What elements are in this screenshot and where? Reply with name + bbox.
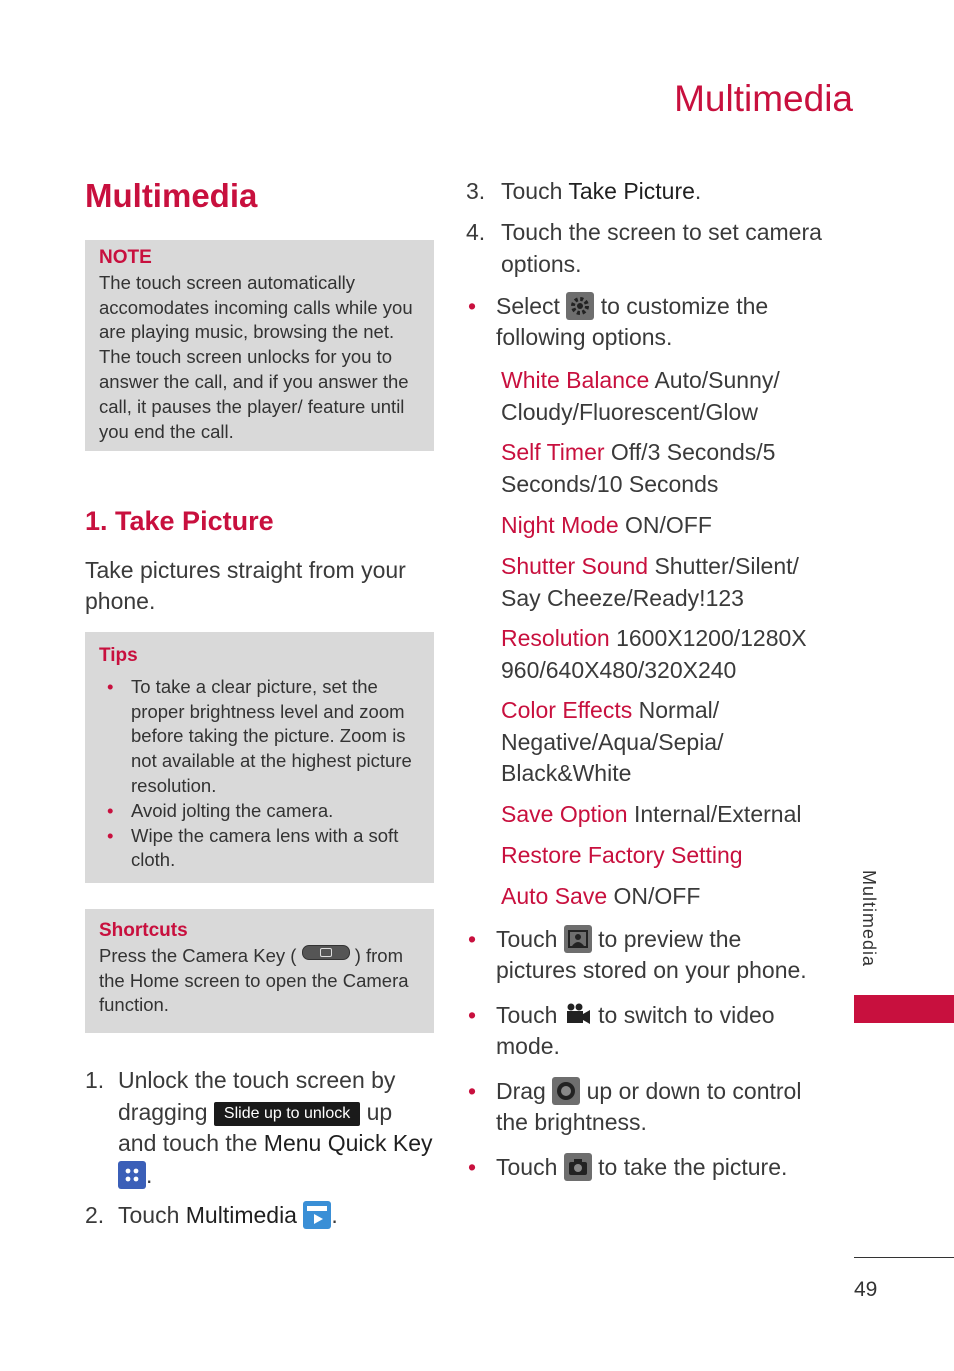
camera-icon (564, 1153, 592, 1181)
bullet-text: Select (496, 293, 560, 319)
video-camera-icon (564, 1001, 592, 1029)
shortcuts-text-b: ) from the Home screen to open the Camera function. (99, 944, 409, 1016)
bullet-text: Touch (496, 926, 558, 952)
option-value: Internal/External (633, 801, 802, 827)
step-number: 2. (85, 1202, 105, 1228)
side-tab-marker (854, 995, 954, 1023)
intro-text: Take pictures straight from your phone. (85, 557, 406, 614)
option-self-timer (501, 437, 831, 500)
option-value: Shutter/Silent/ Say Cheeze/Ready!123 (501, 553, 799, 611)
camera-key-icon (302, 945, 350, 960)
note-box (85, 240, 434, 451)
step-1 (85, 1065, 434, 1191)
option-name: Shutter Sound (501, 553, 649, 579)
subsection-title: 1. Take Picture (85, 506, 274, 536)
menu-quick-key-term: Menu Quick Key (263, 1130, 433, 1156)
option-white-balance (501, 365, 831, 428)
option-value: ON/OFF (625, 512, 712, 538)
tips-box (85, 632, 434, 883)
note-text: The touch screen automatically accomodates incoming calls while you are playing music, browsing the net. The touch screen unlocks for you to answer the call, and if you answer the call, it pauses the player/ feature until you end the call. (99, 271, 413, 442)
option-name: Auto Save (501, 883, 608, 909)
shortcuts-text (99, 944, 420, 1018)
step-number: 3. (466, 178, 486, 204)
bullet-brightness (466, 1076, 826, 1138)
tips-list (99, 675, 420, 873)
punctuation: . (146, 1161, 153, 1188)
bullet-text: Drag (496, 1078, 546, 1104)
menu-quick-key-icon (118, 1161, 146, 1189)
bullet-text: to switch to video mode. (496, 1002, 775, 1059)
step-text: Unlock the touch screen by dragging (118, 1067, 396, 1125)
option-restore-factory-setting (501, 840, 831, 872)
bullet-text: up or down to control the brightness. (496, 1078, 802, 1135)
option-value: Off/3 Seconds/5 Seconds/10 Seconds (501, 439, 776, 497)
shortcuts-box (85, 909, 434, 1033)
bullet-video-mode (466, 1000, 826, 1062)
tips-label: Tips (99, 645, 138, 666)
bullet-preview-gallery (466, 924, 826, 986)
option-night-mode (501, 510, 831, 542)
step-number: 1. (85, 1067, 105, 1093)
option-name: Self Timer (501, 439, 605, 465)
multimedia-term: Multimedia (185, 1202, 297, 1228)
option-resolution (501, 623, 831, 686)
bullet-take-picture (466, 1152, 826, 1183)
option-name: White Balance (501, 367, 650, 393)
step-4 (466, 217, 836, 280)
step-text: up and touch the (118, 1098, 393, 1156)
brightness-icon (552, 1077, 580, 1105)
note-label: NOTE (99, 247, 152, 268)
page-number: 49 (854, 1278, 878, 1301)
shortcuts-label: Shortcuts (99, 920, 188, 941)
page-header-title: Multimedia (674, 78, 853, 119)
step-3 (466, 176, 836, 208)
option-color-effects (501, 695, 831, 790)
bullet-text: to take the picture. (598, 1154, 788, 1180)
footer-divider (854, 1257, 954, 1258)
option-value: 1600X1200/1280X 960/640X480/320X240 (501, 625, 807, 683)
option-name: Color Effects (501, 697, 633, 723)
take-picture-term: Take Picture (568, 178, 695, 204)
option-name: Resolution (501, 625, 610, 651)
multimedia-app-icon (303, 1201, 331, 1229)
punctuation: . (694, 178, 702, 204)
option-value: ON/OFF (613, 883, 701, 909)
step-number: 4. (466, 219, 486, 245)
step-text: Touch (501, 178, 563, 204)
option-auto-save (501, 881, 831, 913)
shortcuts-text-a: Press the Camera Key ( (99, 944, 297, 966)
option-value: Auto/Sunny/ Cloudy/Fluorescent/Glow (501, 367, 780, 425)
section-heading: Multimedia (85, 177, 258, 214)
slide-to-unlock-graphic: Slide up to unlock (214, 1102, 360, 1126)
bullet-text: Touch (496, 1002, 558, 1028)
option-value: Normal/ Negative/Aqua/Sepia/ Black&White (501, 697, 724, 786)
punctuation: . (331, 1202, 338, 1228)
side-tab-label: Multimedia (859, 870, 879, 968)
tip-item: • To take a clear picture, set the proper brightness level and zoom before taking the picture. Zoom is not available at the highest picture resolution. (99, 675, 420, 799)
bullet-text: to customize the following options. (496, 293, 769, 350)
option-shutter-sound (501, 551, 831, 614)
step-2 (85, 1200, 434, 1232)
option-save-option (501, 799, 831, 831)
step-text: Touch (118, 1202, 180, 1228)
option-name: Night Mode (501, 512, 619, 538)
option-name: Save Option (501, 801, 628, 827)
tip-item: • Avoid jolting the camera. (99, 799, 420, 824)
bullet-select-settings (466, 291, 826, 353)
settings-gear-icon (566, 292, 594, 320)
tip-item: • Wipe the camera lens with a soft cloth. (99, 824, 420, 874)
step-text: Touch the screen to set camera options. (501, 219, 822, 277)
bullet-text: to preview the pictures stored on your phone. (496, 926, 807, 983)
bullet-text: Touch (496, 1154, 558, 1180)
gallery-icon (564, 925, 592, 953)
option-name: Restore Factory Setting (501, 842, 743, 868)
